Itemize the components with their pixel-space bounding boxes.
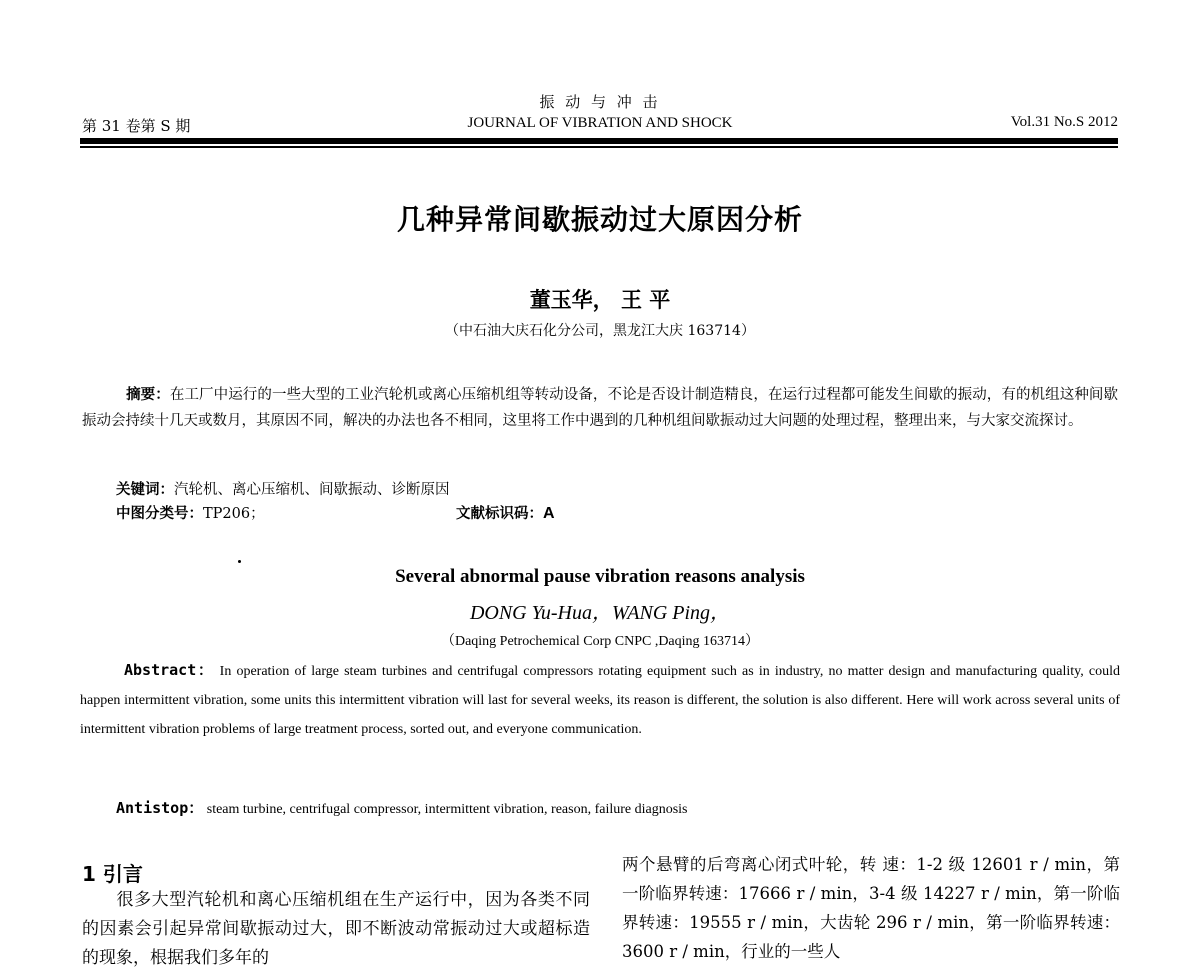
keywords-cn-text: 汽轮机、离心压缩机、间歇振动、诊断原因 [174, 482, 450, 498]
abstract-en-label: Abstract： [124, 661, 215, 679]
right-column-paragraph: 两个悬臂的后弯离心闭式叶轮，转 速：1-2 级 12601 r / min，第一阶临界转速：17666 r / min，3-4 级 14227 r / min，第一阶临界转速：19555 r / min，大齿轮 296 r / min，第一阶临界转速：3600 r / min，行业的一些人 [622, 855, 1120, 961]
authors-cn: 董玉华， 王 平 [529, 287, 671, 312]
body-text-left-column [82, 886, 590, 973]
keywords-en-label: Antistop： [116, 799, 204, 817]
abstract-cn [82, 382, 1118, 434]
authors-en: DONG Yu-Hua，WANG Ping， [469, 602, 731, 624]
document-code-label: 文献标识码： [456, 506, 543, 522]
keywords-cn [116, 478, 450, 499]
keywords-en [116, 797, 688, 818]
header-rule-thin [80, 146, 1118, 148]
stray-dot [238, 560, 241, 563]
affiliation-cn: （中石油大庆石化分公司，黑龙江大庆 163714） [445, 323, 755, 339]
abstract-cn-label: 摘要： [126, 387, 170, 403]
abstract-en-text: In operation of large steam turbines and centrifugal compressors rotating equipment such as in industry, no matter design and manufacturing quality, could happen intermittent vibration, some units this intermittent vibration will last for several weeks, its reason is different, the solution is also different. Here will work across several units of intermittent vibration problems of large treatment process, sorted out, and everyone communication. [80, 664, 1121, 737]
paper-title-en: Several abnormal pause vibration reasons analysis [395, 566, 805, 587]
classification-label: 中图分类号： [116, 506, 203, 522]
document-code [456, 502, 555, 523]
classification-value: TP206； [203, 506, 265, 522]
keywords-en-text: steam turbine, centrifugal compressor, intermittent vibration, reason, failure diagnosis [206, 802, 688, 817]
header-volume: Vol.31 No.S 2012 [1010, 114, 1118, 130]
abstract-cn-text: 在工厂中运行的一些大型的工业汽轮机或离心压缩机组等转动设备，不论是否设计制造精良，在运行过程都可能发生间歇的振动，有的机组这种间歇振动会持续十几天或数月，其原因不同，解决的办法也各不相同，这里将工作中遇到的几种机组间歇振动过大问题的处理过程，整理出来，与大家交流探讨。 [82, 387, 1119, 429]
section-heading-introduction: 1 引言 [82, 862, 143, 886]
abstract-en [80, 656, 1120, 744]
body-text-right-column [622, 850, 1120, 966]
paper-title-cn: 几种异常间歇振动过大原因分析 [396, 203, 803, 236]
intro-paragraph: 很多大型汽轮机和离心压缩机组在生产运行中，因为各类不同的因素会引起异常间歇振动过大，即不断波动常振动过大或超标造的现象，根据我们多年的 [82, 890, 590, 968]
journal-name-en: JOURNAL OF VIBRATION AND SHOCK [467, 115, 733, 131]
classification-number [116, 502, 265, 523]
keywords-cn-label: 关键词： [116, 482, 174, 498]
document-code-value: A [543, 505, 555, 522]
journal-name-cn: 振 动 与 冲 击 [539, 93, 661, 111]
affiliation-en: （Daqing Petrochemical Corp CNPC ,Daqing 163714） [440, 634, 760, 649]
header-issue: 第 31 卷第 S 期 [82, 117, 191, 135]
header-rule-thick [80, 138, 1118, 144]
